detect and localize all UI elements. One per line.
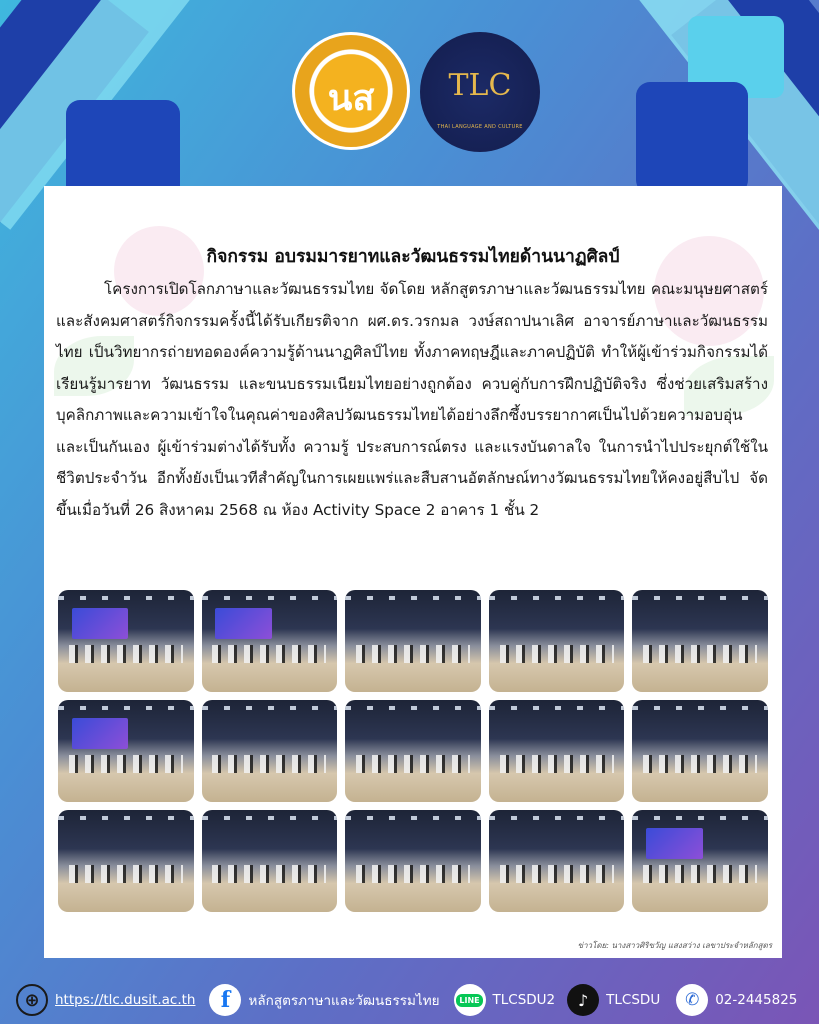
line-icon[interactable]: LINE (454, 984, 486, 1016)
post-title: กิจกรรม อบรมมารยาทและวัฒนธรรมไทยด้านนาฏศิลป์ (206, 247, 620, 267)
activity-photo[interactable] (202, 590, 338, 692)
dusit-faculty-logo (292, 32, 410, 150)
decor-square (636, 82, 748, 194)
activity-photo[interactable] (202, 810, 338, 912)
photo-gallery (58, 590, 768, 912)
activity-photo[interactable] (489, 700, 625, 802)
news-credit: ข่าวโดย: นางสาวศิริขวัญ แสงสว่าง เลขาประจำหลักสูตร (577, 941, 772, 950)
tlc-logo-glyph: TLC (448, 68, 512, 103)
tiktok-icon[interactable]: ♪ (567, 984, 599, 1016)
activity-photo[interactable] (58, 700, 194, 802)
activity-photo[interactable] (489, 810, 625, 912)
globe-icon: ⊕ (16, 984, 48, 1016)
post-body: โครงการเปิดโลกภาษาและวัฒนธรรมไทย จัดโดย หลักสูตรภาษาและวัฒนธรรมไทย คณะมนุษยศาสตร์และสังคมศาสตร์กิจกรรมครั้งนี้ได้รับเกียรติจาก ผศ.ดร.วรกมล วงษ์สถาปนาเลิศ อาจารย์ภาษาและวัฒนธรรมไทย เป็นวิทยากรถ่ายทอดองค์ความรู้ด้านนาฏศิลป์ไทย ทั้งภาคทฤษฎีและภาคปฏิบัติ ทำให้ผู้เข้าร่วมกิจกรรมได้เรียนรู้มารยาท วัฒนธรรม และขนบธรรมเนียมไทยอย่างถูกต้อง ควบคู่กับการฝึกปฏิบัติจริง ซึ่งช่วยเสริมสร้างบุคลิกภาพและความเข้าใจในคุณค่าของศิลปวัฒนธรรมไทยได้อย่างลึกซึ้งบรรยากาศเป็นไปด้วยความอบอุ่นและเป็นกันเอง ผู้เข้าร่วมต่างได้รับทั้ง ความรู้ ประสบการณ์ตรง และแรงบันดาลใจ ในการนำไปประยุกต์ใช้ในชีวิตประจำวัน อีกทั้งยังเป็นเวทีสำคัญในการเผยแพร่และสืบสานอัตลักษณ์ทางวัฒนธรรมไทยให้คงอยู่สืบไป จัดขึ้นเมื่อวันที่ 26 สิงหาคม 2568 ณ ห้อง Activity Space 2 อาคาร 1 ชั้น 2 (56, 280, 768, 519)
line-id[interactable]: TLCSDU2 (492, 992, 556, 1008)
activity-photo[interactable] (632, 810, 768, 912)
activity-photo[interactable] (632, 590, 768, 692)
facebook-page-name[interactable]: หลักสูตรภาษาและวัฒนธรรมไทย (248, 993, 440, 1009)
contact-footer (0, 976, 819, 1024)
activity-photo[interactable] (632, 700, 768, 802)
activity-photo[interactable] (345, 810, 481, 912)
facebook-icon[interactable]: f (209, 984, 241, 1016)
activity-photo[interactable] (58, 810, 194, 912)
post-card (44, 186, 782, 958)
dusit-logo-glyph: นส (327, 77, 375, 119)
tlc-logo (420, 32, 540, 152)
activity-photo[interactable] (202, 700, 338, 802)
phone-icon[interactable]: ✆ (676, 984, 708, 1016)
tlc-logo-caption: THAI LANGUAGE AND CULTURE (437, 124, 523, 130)
activity-photo[interactable] (345, 590, 481, 692)
activity-photo[interactable] (489, 590, 625, 692)
activity-photo[interactable] (345, 700, 481, 802)
phone-number[interactable]: 02-2445825 (715, 992, 798, 1008)
activity-photo[interactable] (58, 590, 194, 692)
tiktok-id[interactable]: TLCSDU (606, 992, 661, 1008)
website-link[interactable]: https://tlc.dusit.ac.th (55, 992, 196, 1008)
